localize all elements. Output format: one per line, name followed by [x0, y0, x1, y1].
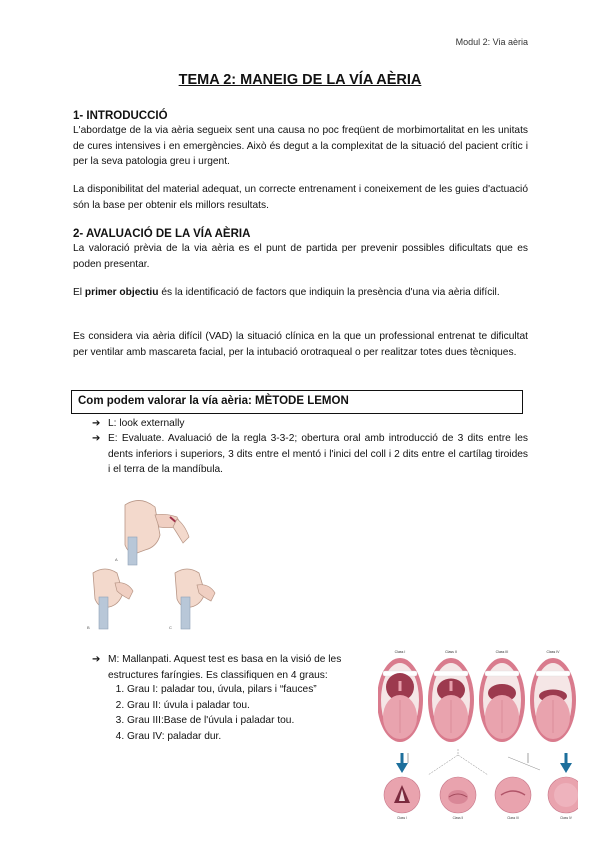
larynx-view-label: Class IV	[560, 816, 572, 820]
lemon-item-l: L: look externally	[108, 418, 185, 429]
grade-item: 1. Grau I: paladar tou, úvula, pilars i “fauces”	[127, 682, 317, 698]
larynx-view-2	[440, 777, 476, 813]
lemon-box-title: Com podem valorar la vía aèria: MÈTODE LEMON	[71, 390, 523, 414]
lemon-item-e: E: Evaluate. Avaluació de la regla 3-3-2; obertura oral amb introducció de 3 dits entre les dents inferiors i superiors, 3 dits entre el mentó i l'inici del coll i 2 dits entre el cartílag tiroides i el terra de la mandíbula.	[108, 433, 528, 475]
page-title: TEMA 2: MANEIG DE LA VÍA AÈRIA	[178, 72, 422, 88]
section-heading-intro: 1- INTRODUCCIÓ	[73, 110, 168, 122]
panel-label: C	[169, 625, 172, 630]
panel-label: B	[87, 625, 90, 630]
mallampati-class-label: Class I	[394, 650, 406, 654]
rule-332-illustration	[85, 495, 260, 635]
mallampati-class-label: Class III	[495, 650, 509, 654]
grade-item: 3. Grau III:Base de l'úvula i paladar tou.	[127, 713, 317, 729]
mallampati-grade-list	[109, 682, 317, 744]
larynx-view-label: Class III	[507, 816, 519, 820]
larynx-view-1	[384, 777, 420, 813]
arrow-bullet-icon: ➔	[92, 418, 101, 429]
down-arrow-icon	[560, 753, 572, 773]
larynx-view-4	[548, 777, 578, 813]
mallampati-class-1	[378, 658, 423, 742]
eval-paragraph-3: Es considera via aèria difícil (VAD) la situació clínica en la que un professional entrenat te dificultat per ventilar amb mascareta facial, per la intubació orotraqueal o per realitzar totes dues tècniques.	[73, 331, 528, 358]
down-arrow-icon	[396, 753, 408, 773]
larynx-view-3	[495, 777, 531, 813]
grade-item: 2. Grau II: úvula i paladar tou.	[127, 698, 317, 714]
mallampati-class-3	[479, 658, 525, 742]
lemon-item-m: M: Mallanpati. Aquest test es basa en la visió de les estructures faríngies. Es classifiquen en 4 graus:	[108, 654, 342, 681]
eval-paragraph-2: El primer objectiu és la identificació de factors que indiquin la presència d'una via aèria difícil.	[73, 287, 500, 298]
grade-item: 4. Grau IV: paladar dur.	[127, 729, 317, 745]
arrow-bullet-icon: ➔	[92, 433, 101, 444]
intro-paragraph-1: L'abordatge de la via aèria segueix sent una causa no poc freqüent de morbimortalitat en les unitats de cures intensives i en emergències. Això és degut a la complexitat de la situació del pacient crític i per la seva patologia greu i urgent.	[73, 125, 528, 167]
intro-paragraph-2: La disponibilitat del material adequat, un correcte entrenament i coneixement de les guies d'actuació són la base per obtenir els millors resultats.	[73, 184, 528, 211]
section-heading-eval: 2- AVALUACIÓ DE LA VÍA AÈRIA	[73, 228, 251, 240]
page-header: Modul 2: Via aèria	[455, 37, 528, 47]
mallampati-illustration	[378, 645, 578, 825]
mallampati-class-2	[428, 658, 474, 742]
panel-label: A	[115, 557, 118, 562]
mallampati-class-label: Class II	[445, 650, 457, 654]
panel-b	[87, 569, 133, 630]
arrow-bullet-icon: ➔	[92, 654, 101, 665]
eval-paragraph-1: La valoració prèvia de la via aèria es el punt de partida per prevenir possibles dificultats que es poden presentar.	[73, 243, 528, 270]
panel-c	[169, 569, 215, 630]
larynx-view-label: Class I	[397, 816, 407, 820]
mallampati-class-label: Class IV	[546, 650, 560, 654]
panel-a	[115, 500, 189, 565]
mallampati-class-4	[530, 658, 576, 742]
larynx-view-label: Class II	[452, 816, 464, 820]
